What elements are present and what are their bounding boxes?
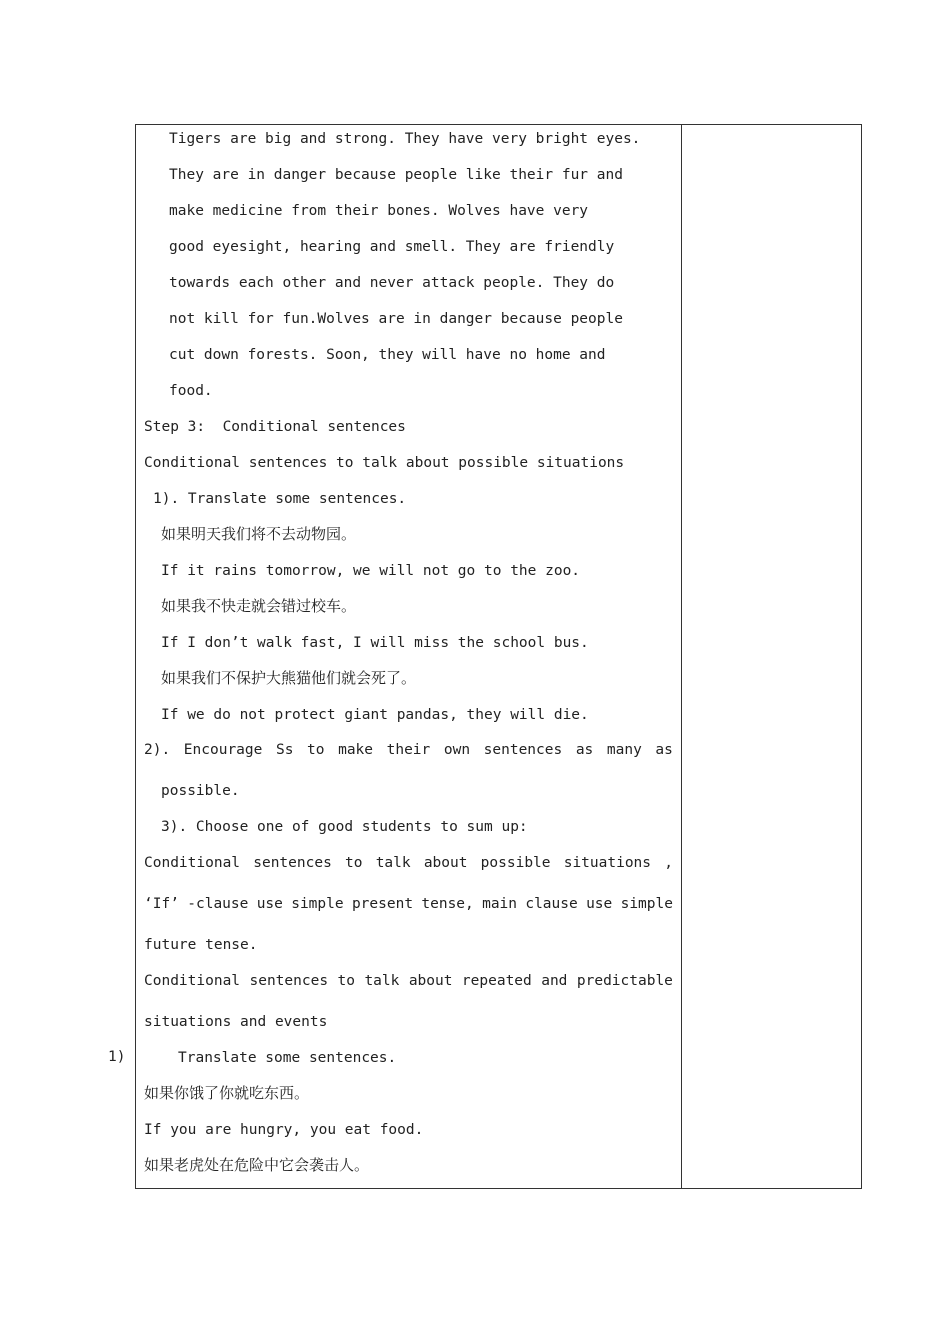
english-sentence: If it rains tomorrow, we will not go to the zoo. — [161, 563, 581, 579]
word: talk — [364, 973, 400, 989]
text-line: not kill for fun.Wolves are in danger because people — [169, 311, 623, 327]
word: sentences — [249, 973, 329, 989]
word: present — [351, 896, 414, 912]
word: use — [256, 896, 283, 912]
chinese-sentence: 如果我们不保护大熊猫他们就会死了。 — [161, 669, 417, 687]
justified-line — [144, 894, 673, 914]
text-line: Translate some sentences. — [178, 1050, 397, 1066]
word: sentences — [253, 855, 332, 871]
word: their — [386, 742, 431, 758]
word: Conditional — [144, 973, 241, 989]
lesson-table — [135, 124, 862, 1189]
word: about — [423, 855, 468, 871]
word: repeated — [461, 973, 532, 989]
english-sentence: If you are hungry, you eat food. — [144, 1122, 424, 1138]
english-sentence: If I don’t walk fast, I will miss the school bus. — [161, 635, 589, 651]
word: situations — [563, 855, 652, 871]
word: about — [408, 973, 453, 989]
word: tense, — [421, 896, 474, 912]
word: simple — [291, 896, 344, 912]
word: Encourage — [183, 742, 263, 758]
word: many — [606, 742, 642, 758]
word: and — [541, 973, 568, 989]
chinese-sentence: 如果老虎处在危险中它会袭击人。 — [144, 1156, 370, 1174]
chinese-sentence: 如果你饿了你就吃东西。 — [144, 1084, 310, 1102]
word: use — [586, 896, 613, 912]
word: to — [307, 742, 325, 758]
english-sentence: If we do not protect giant pandas, they will die. — [161, 707, 589, 723]
word: talk — [375, 855, 411, 871]
chinese-sentence: 如果明天我们将不去动物园。 — [161, 525, 357, 543]
step-heading: Step 3: Conditional sentences — [144, 419, 406, 435]
word: sentences — [483, 742, 563, 758]
word: -clause — [187, 896, 249, 912]
word: , — [664, 855, 673, 871]
justified-line — [144, 853, 673, 873]
text-line: Tigers are big and strong. They have very bright eyes. — [169, 131, 641, 147]
text-line: 1). Translate some sentences. — [153, 491, 407, 507]
text-line: Conditional sentences to talk about possible situations — [144, 455, 625, 471]
word: simple — [620, 896, 673, 912]
word: possible — [480, 855, 551, 871]
text-line: towards each other and never attack people. They do — [169, 275, 615, 291]
text-line: good eyesight, hearing and smell. They are friendly — [169, 239, 615, 255]
word: as — [575, 742, 594, 758]
text-line: future tense. — [144, 937, 258, 953]
text-line: cut down forests. Soon, they will have no home and — [169, 347, 606, 363]
justified-line — [144, 971, 673, 991]
text-line: They are in danger because people like their fur and — [169, 167, 623, 183]
text-line: make medicine from their bones. Wolves have very — [169, 203, 589, 219]
text-line: food. — [169, 383, 213, 399]
word: Conditional — [144, 855, 241, 871]
word: 2). — [144, 742, 171, 758]
word: as — [655, 742, 673, 758]
justified-line — [144, 740, 673, 760]
text-line: possible. — [161, 783, 240, 799]
text-line: situations and events — [144, 1014, 328, 1030]
list-number: 1) — [108, 1049, 126, 1065]
word: make — [338, 742, 374, 758]
word: predictable — [576, 973, 673, 989]
word: main — [482, 896, 518, 912]
word: ‘If’ — [144, 896, 179, 912]
word: own — [443, 742, 471, 758]
chinese-sentence: 如果我不快走就会错过校车。 — [161, 597, 357, 615]
word: to — [337, 973, 355, 989]
word: to — [345, 855, 363, 871]
column-divider — [681, 125, 682, 1188]
word: clause — [525, 896, 578, 912]
text-line: 3). Choose one of good students to sum up: — [161, 819, 528, 835]
word: Ss — [275, 742, 294, 758]
